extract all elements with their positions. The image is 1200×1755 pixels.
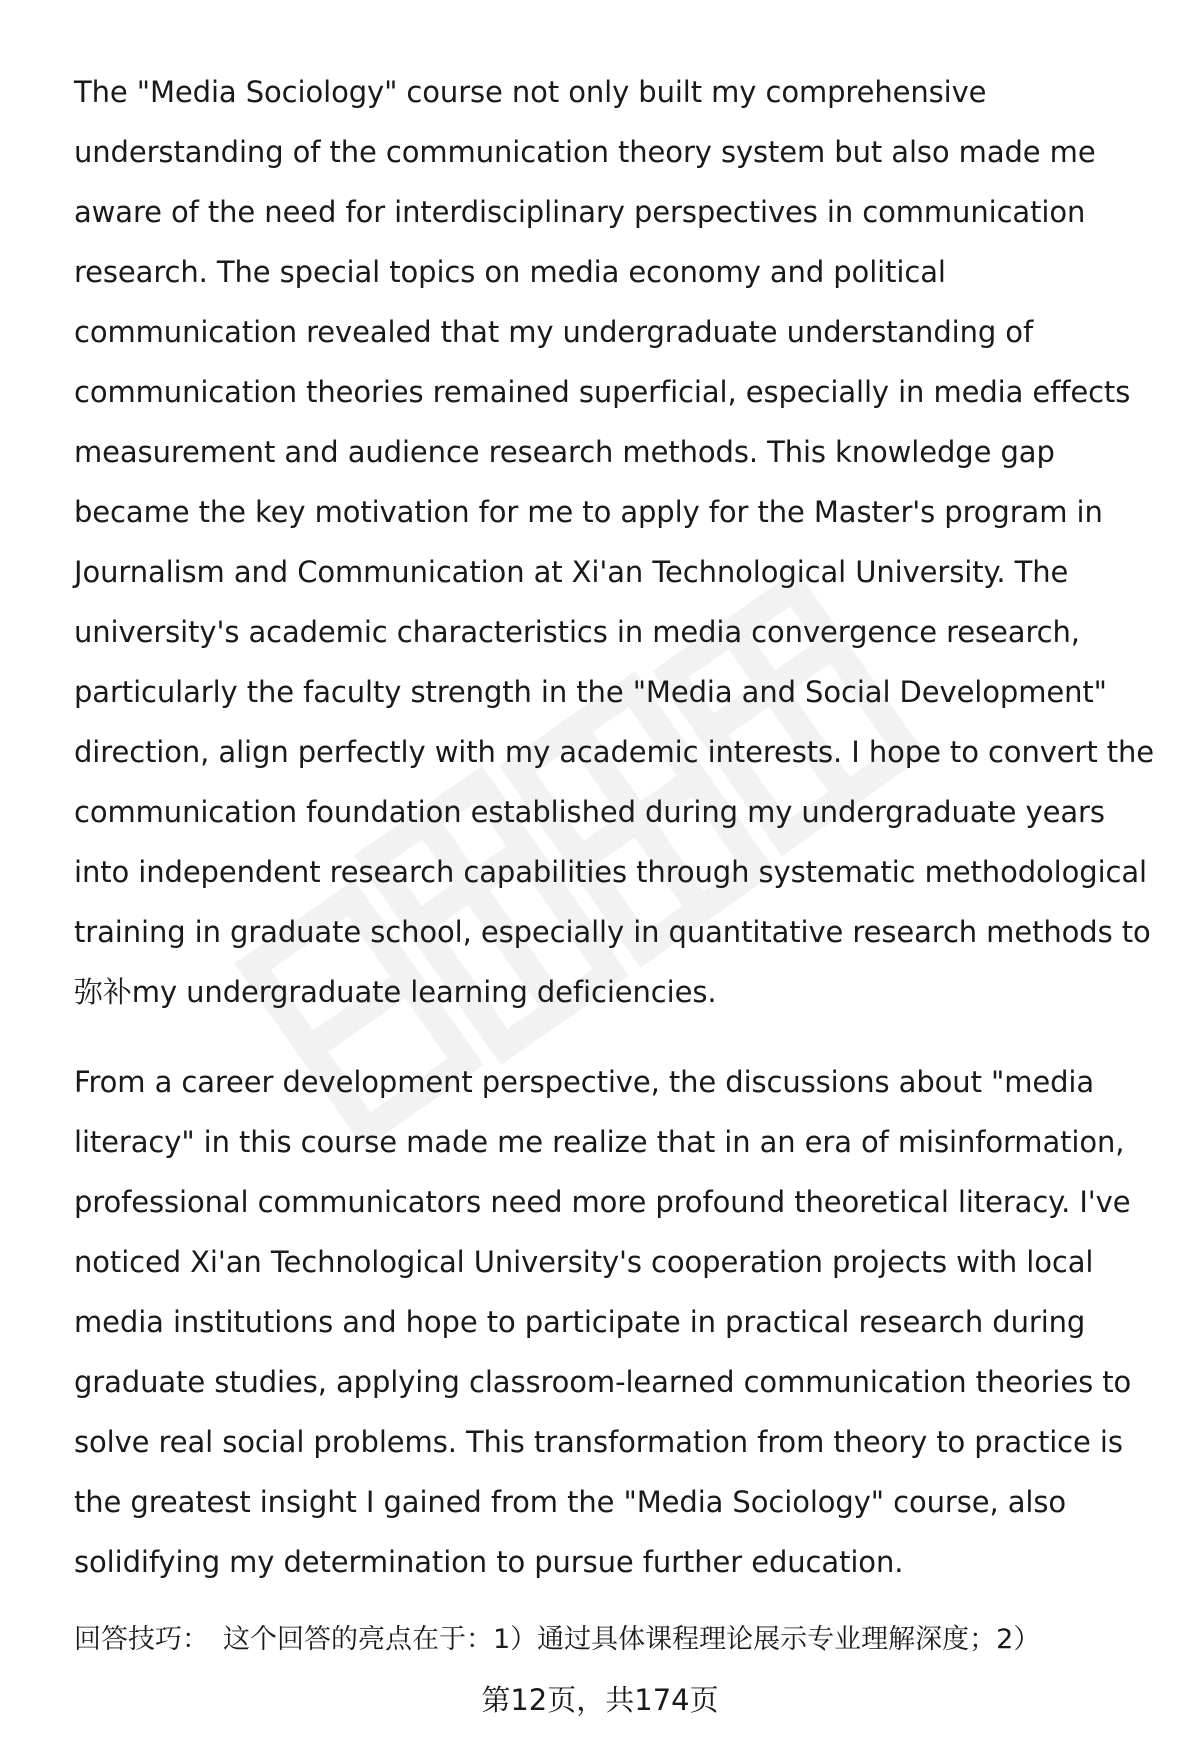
- page-number: 第12页，共174页: [481, 1683, 719, 1717]
- tip-label: 回答技巧：: [74, 1624, 209, 1655]
- paragraph-1: The "Media Sociology" course not only built my comprehensive understanding of the communication theory system but also made me aware of the need for interdisciplinary perspectives in communication research. The special topics on media economy and political communication revealed that my undergraduate understanding of communication theories remained superficial, especially in media effects measurement and audience research methods. This knowledge gap became the key motivation for me to apply for the Master's program in Journalism and Communication at Xi'an Technological University. The university's academic characteristics in media convergence research, particularly the faculty strength in the "Media and Social Development" direction, align perfectly with my academic interests. I hope to convert the communication foundation established during my undergraduate years into independent research capabilities through systematic methodological training in graduate school, especially in quantitative research methods to弥补my undergraduate learning deficiencies.: [74, 75, 1155, 1009]
- body-text: [74, 62, 1164, 1592]
- paragraph-2: From a career development perspective, the discussions about "media literacy" in this course made me realize that in an era of misinformation, professional communicators need more profound theoretical literacy. I've noticed Xi'an Technological University's cooperation projects with local media institutions and hope to participate in practical research during graduate studies, applying classroom-learned communication theories to solve real social problems. This transformation from theory to practice is the greatest insight I gained from the "Media Sociology" course, also solidifying my determination to pursue further education.: [74, 1065, 1132, 1579]
- answer-tip: [74, 1620, 1040, 1660]
- tip-text: 这个回答的亮点在于：1）通过具体课程理论展示专业理解深度；2）: [223, 1624, 1041, 1655]
